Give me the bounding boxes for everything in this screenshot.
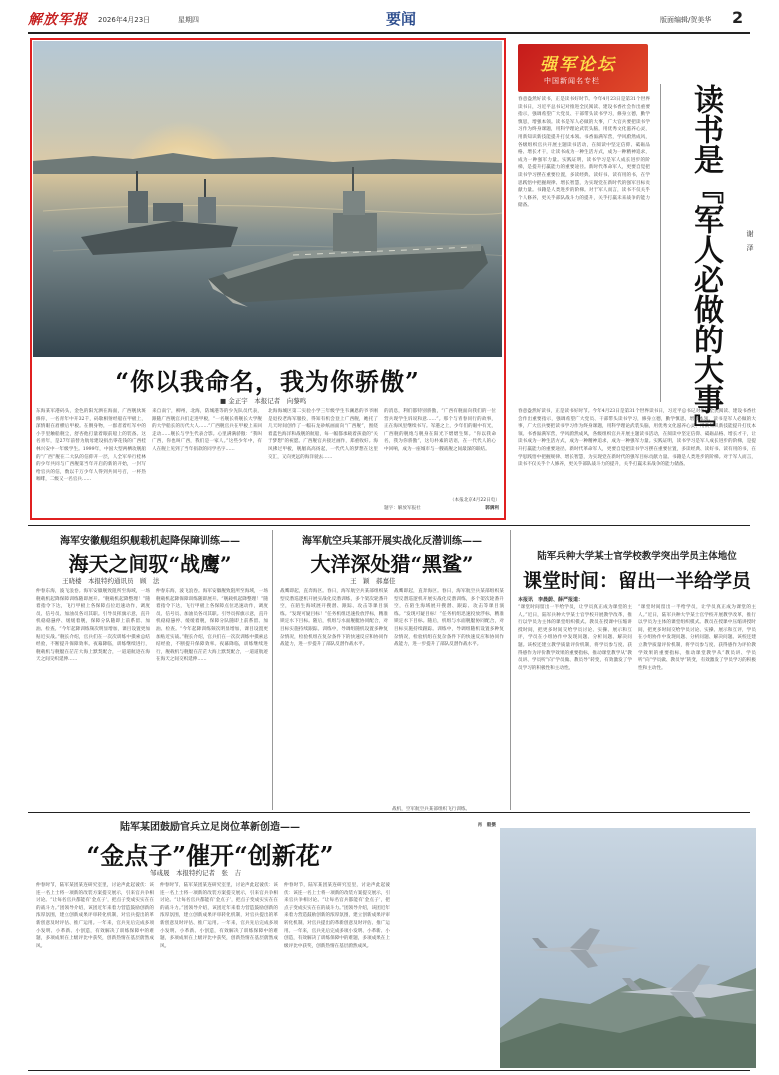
article-1-headline: 海天之间驭“战鹰”: [68, 552, 232, 576]
editorial-banner-title: 强军论坛: [540, 55, 616, 75]
lead-credit-line2: 题字：解放军报社: [384, 506, 421, 511]
lead-body-col1: 东海某军港码头，金色的阳光洒在海面，广西舰伙斑修你，一名青年中开32千，码歇相射经船在甲板上，深情眼在眉横后甲板。在倒身物，一群者着红军中的小手里触船舰尘，舒杏他打量着眼前船上的装备。这名青年，是27年前替为航母建设捐出零花钱的广西桂林兴安中一年级学生。1999年，中国大型两栖攻舰船的“广西”舰在二大队的信仰开一层，人全军举行桂林的少年共同与广西舰第当年开启的新的开始，一封写给官兵的信，数以千万少年人得到共同号召，一杯热咖啡，二级又一名官兵……: [36, 409, 146, 483]
fighter-jet-photo: [500, 828, 756, 1068]
masthead: [28, 8, 750, 30]
article-2-body-col2: 战鹰即起，直奔海区。春日，海军航空兵某部组织某型反潜巡逻机开展实战化反潜训练，多个架次轮番升空，在陌生海域展开搜潜、跟踪、攻击等课目演练。“发现可疑目标！”任务机组迅速投放浮标，精准锁定水下目标。随后，机组与水面舰艇协同配合，对目标实施持续跟踪。训练中，导调组随机设置多种复杂情况，检验机组在复杂条件下的快速反应和协同作战能力，进一步提升了部队反潜作战水平。: [394, 589, 504, 648]
column-divider-1: [272, 530, 273, 810]
lead-credit-line1: （本报北京4月22日电）: [449, 498, 500, 503]
masthead-editor: 版面编辑/贺美华: [660, 16, 712, 24]
article-4-body-col3: 仲春时节，陆军某团某连研究室里，讨论声此起彼伏：该连一名上士将一项新的改装方案提交展示，引来官兵争相讨论。“让每名官兵都能有‘金点子’，把点子变成实实在在的战斗力。”团领导介绍，该团近年来着力营造鼓励创新的浓厚氛围，建立创新成果评审转化机制，对官兵提出的革新创意及时评估、推广运用。一年来，官兵先后完成多项小发明、小革新、小创造，有效解决了训练保障中的难题，多项成果在上级评比中获奖，创新热情在基层蔚然成风。: [284, 883, 390, 949]
column-divider-2: [510, 530, 511, 810]
jet-illustration: [500, 828, 756, 1068]
article-2-byline: 王 颖 郝嘉佳: [350, 577, 396, 585]
lead-body-col2: 来自南宁，柳州，北海，防城港等的少先队员代表，跟随广西舰官兵们走进甲板，“一名舰长将舰长大学舰的大学船长的历代大人……”广西舰官兵在甲板上来回走动……舰长与学生代表合影。心里满满骄傲：“我叫广西，你也叫广西，我们是一家人。”这些少年中，有人在舰上见到了当年捐款的同学名字……: [152, 409, 262, 452]
page-bottom-rule: [28, 1070, 750, 1071]
photo-caption-author: 肖 毅摄: [477, 823, 496, 828]
article-1-body-col2: 仲春东海，波飞浪卷。海军安徽舰致阻所至海域，一场舰载机起降保障训练随即展开。“舰载机起降整理！”随着指令下达，飞行甲板上各保障点位迅速动作，调度员、信号员、加油员各司其职。引导员挥旗示意，直升机稳稳悬停、缓缓着舰，保障分队随即上前系留、加油、检查。“今年起降训练频次明显增加，课目设置更加贴近实战。”舰长介绍，官兵们在一次次训练中摸索总结经验，不断提升保障效率。夜幕降临，训练继续进行，舰载机与舰艇在茫茫大海上默契配合，一道道航迹在海天之间交织延伸……: [156, 589, 268, 663]
masthead-date: 2026年4月23日: [98, 16, 151, 24]
lead-body-col3: 北海海城区第二实验小学三年级学生韦澜恩的爷爷刚是退役老海军服役，得知有机会登上广西舰，她托了几天时间创作了一幅石龙砂纸画面向“广西舰”，围绕着蓝色海洋和战舰的航船，每一幅都承载着孩童的“关于梦想”的祝愿。广西舰官兵接过画作，郑重收好。海风拂过甲板，舰艏高高扬起，一代代人的梦想在这里交汇，又向更远的海洋驶去……: [268, 409, 378, 460]
article-3-byline: 本报讯 李晨蔚、薛严报道：: [518, 597, 584, 603]
photo-caption: 战机，空军航空兵某部组织飞行训练。: [392, 807, 471, 812]
lead-byline-text: 金正宇 本报记者 向黎鸣: [228, 397, 307, 405]
article-3-body: “课堂时间留出一半给学员，让学员真正成为课堂的主人。”近日，陆军兵种大学某士官学校开展教学改革，推行以学员为主体的课堂组织模式。教员在授课中压缩讲授时间，把更多时间交给学员讨论、实操、展示和互评，学员在小组协作中发现问题、分析问题、解决问题。该校还建立教学质量评价机制，将学员参与度、获得感作为评价教学效果的重要指标，推动课堂教学从“教员讲、学员听”向“学员做、教员导”转变，有效激发了学员学习的积极性和主动性。: [518, 605, 632, 671]
masthead-section: 要闻: [386, 10, 417, 28]
editorial-banner: [518, 44, 648, 92]
article-1-body: 仲春东海，波飞浪卷。海军安徽舰致阻所至海域，一场舰载机起降保障训练随即展开。“舰载机起降整理！”随着指令下达，飞行甲板上各保障点位迅速动作，调度员、信号员、加油员各司其职。引导员挥旗示意，直升机稳稳悬停、缓缓着舰，保障分队随即上前系留、加油、检查。“今年起降训练频次明显增加，课目设置更加贴近实战。”舰长介绍，官兵们在一次次训练中摸索总结经验，不断提升保障效率。夜幕降临，训练继续进行，舰载机与舰艇在茫茫大海上默契配合，一道道航迹在海天之间交织延伸……: [36, 589, 150, 663]
lead-photo: [33, 41, 502, 357]
masthead-page-number: 2: [732, 8, 744, 27]
editorial-vertical-headline: 读书是『军人必做的大事』: [688, 84, 723, 444]
article-2-headline: 大洋深处猎“黑鲨”: [310, 552, 474, 576]
article-3-body-col2: “课堂时间留出一半给学员，让学员真正成为课堂的主人。”近日，陆军兵种大学某士官学校开展教学改革，推行以学员为主体的课堂组织模式。教员在授课中压缩讲授时间，把更多时间交给学员讨论、实操、展示和互评，学员在小组协作中发现问题、分析问题、解决问题。该校还建立教学质量评价机制，将学员参与度、获得感作为评价教学效果的重要指标，推动课堂教学从“教员讲、学员听”向“学员做、教员导”转变，有效激发了学员学习的积极性和主动性。: [638, 605, 756, 671]
article-4-body-col2: 仲春时节，陆军某团某连研究室里，讨论声此起彼伏：该连一名上士将一项新的改装方案提交展示，引来官兵争相讨论。“让每名官兵都能有‘金点子’，把点子变成实实在在的战斗力。”团领导介绍，该团近年来着力营造鼓励创新的浓厚氛围，建立创新成果评审转化机制，对官兵提出的革新创意及时评估、推广运用。一年来，官兵先后完成多项小发明、小革新、小创造，有效解决了训练保障中的难题，多项成果在上级评比中获奖，创新热情在基层蔚然成风。: [160, 883, 278, 949]
article-1-byline: 王晓楼 本报特约通讯员 顾 法: [62, 577, 160, 585]
warship-illustration: [33, 41, 502, 357]
masthead-rule: [28, 32, 750, 34]
article-4-body: 仲春时节，陆军某团某连研究室里，讨论声此起彼伏：该连一名上士将一项新的改装方案提交展示，引来官兵争相讨论。“让每名官兵都能有‘金点子’，把点子变成实实在在的战斗力。”团领导介绍，该团近年来着力营造鼓励创新的浓厚氛围，建立创新成果评审转化机制，对官兵提出的革新创意及时评估、推广运用。一年来，官兵先后完成多项小发明、小革新、小创造，有效解决了训练保障中的难题，多项成果在上级评比中获奖，创新热情在基层蔚然成风。: [36, 883, 154, 949]
editorial-body-lower: 春意盎然好读书，正是读书好时节。今年4月23日是第31个世界读书日，习近平总书记对推进全民阅读、建设书香社会作出重要指示，强调希望广大党员、干部带头读书学习，修身立德，勤学慎思，增强本领。读书是军人必做的大事，广大官兵要把读书学习作为终身课题，用科学理论武装头脑，用优秀文化滋养心灵，用新知识新技能提升打仗本领。书香溢满军营，学风蔚然成风，各级组织官兵开展主题读书活动，在阅读中坚定信仰、砥砺品格、增长才干，让读书成为一种生活方式，成为一种精神追求，成为一种强军力量。实践证明，读书学习是军人成长进步的阶梯，是提升打赢能力的重要途径。新时代革命军人，更要自觉把读书学习摆在重要位置，多读经典、读好书、读有用的书，在学思践悟中把握规律、增长智慧，为实现党在新时代的强军目标贡献力量。书籍是人类进步的阶梯。对于军人而言，读书不仅关乎个人修养，更关乎部队战斗力的提升，关乎打赢未来战争的能力储备。: [518, 409, 756, 468]
section-rule-2: [28, 812, 750, 813]
lead-headline: “你以我命名，我为你骄傲”: [115, 367, 420, 396]
masthead-logo: 解放军报: [28, 12, 88, 28]
article-1-kicker: 海军安徽舰组织舰载机起降保障训练——: [60, 536, 240, 547]
article-2-kicker: 海军航空兵某部开展实战化反潜训练——: [302, 536, 482, 547]
lead-credit-author: 郭满利: [485, 506, 499, 511]
section-rule-1: [28, 525, 750, 526]
article-4-kicker: 陆军某团鼓励官兵立足岗位革新创造——: [120, 822, 300, 833]
article-3-headline: 课堂时间：留出一半给学员: [522, 570, 751, 592]
editorial-divider: [660, 84, 661, 402]
editorial-author: 谢 泽: [746, 230, 754, 251]
byline-marker: ■: [220, 397, 227, 405]
lead-body-col4: 的消息，利们都特别骄傲，“广西有舰面向我们的一位营兵现学生诉说和意……”。那个与青春同行的故事，正在海风里继续书写。军港之上，少年们的眼中有光，广西舰的舰炮与舰身在阳光下熠熠生辉。“你以我命名，我为你骄傲”，这句朴素的话语，在一代代人的心中回响，成为一座城市与一艘战舰之间最深的联结。: [384, 409, 496, 452]
article-3-kicker: 陆军兵种大学某士官学校教学突出学员主体地位: [537, 551, 737, 562]
editorial-body: 春意盎然好读书，正是读书好时节。今年4月23日是第31个世界读书日，习近平总书记对推进全民阅读、建设书香社会作出重要指示，强调希望广大党员、干部带头读书学习，修身立德，勤学慎思，增强本领。读书是军人必做的大事，广大官兵要把读书学习作为终身课题，用科学理论武装头脑，用优秀文化滋养心灵，用新知识新技能提升打仗本领。书香溢满军营，学风蔚然成风，各级组织官兵开展主题读书活动，在阅读中坚定信仰、砥砺品格、增长才干，让读书成为一种生活方式，成为一种精神追求，成为一种强军力量。实践证明，读书学习是军人成长进步的阶梯，是提升打赢能力的重要途径。新时代革命军人，更要自觉把读书学习摆在重要位置，多读经典、读好书、读有用的书，在学思践悟中把握规律、增长智慧，为实现党在新时代的强军目标贡献力量。书籍是人类进步的阶梯。对于军人而言，读书不仅关乎个人修养，更关乎部队战斗力的提升，关乎打赢未来战争的能力储备。: [518, 97, 650, 209]
editorial-banner-subtitle: 中国新闻名专栏: [544, 77, 600, 85]
article-4-byline: 邹彧晟 本报特约记者 张 吉: [150, 869, 241, 877]
article-4-headline: “金点子”催开“创新花”: [86, 841, 334, 870]
article-2-body: 战鹰即起，直奔海区。春日，海军航空兵某部组织某型反潜巡逻机开展实战化反潜训练，多个架次轮番升空，在陌生海域展开搜潜、跟踪、攻击等课目演练。“发现可疑目标！”任务机组迅速投放浮标，精准锁定水下目标。随后，机组与水面舰艇协同配合，对目标实施持续跟踪。训练中，导调组随机设置多种复杂情况，检验机组在复杂条件下的快速反应和协同作战能力，进一步提升了部队反潜作战水平。: [280, 589, 388, 648]
lead-byline: [220, 396, 480, 405]
masthead-weekday: 星期四: [178, 16, 199, 24]
